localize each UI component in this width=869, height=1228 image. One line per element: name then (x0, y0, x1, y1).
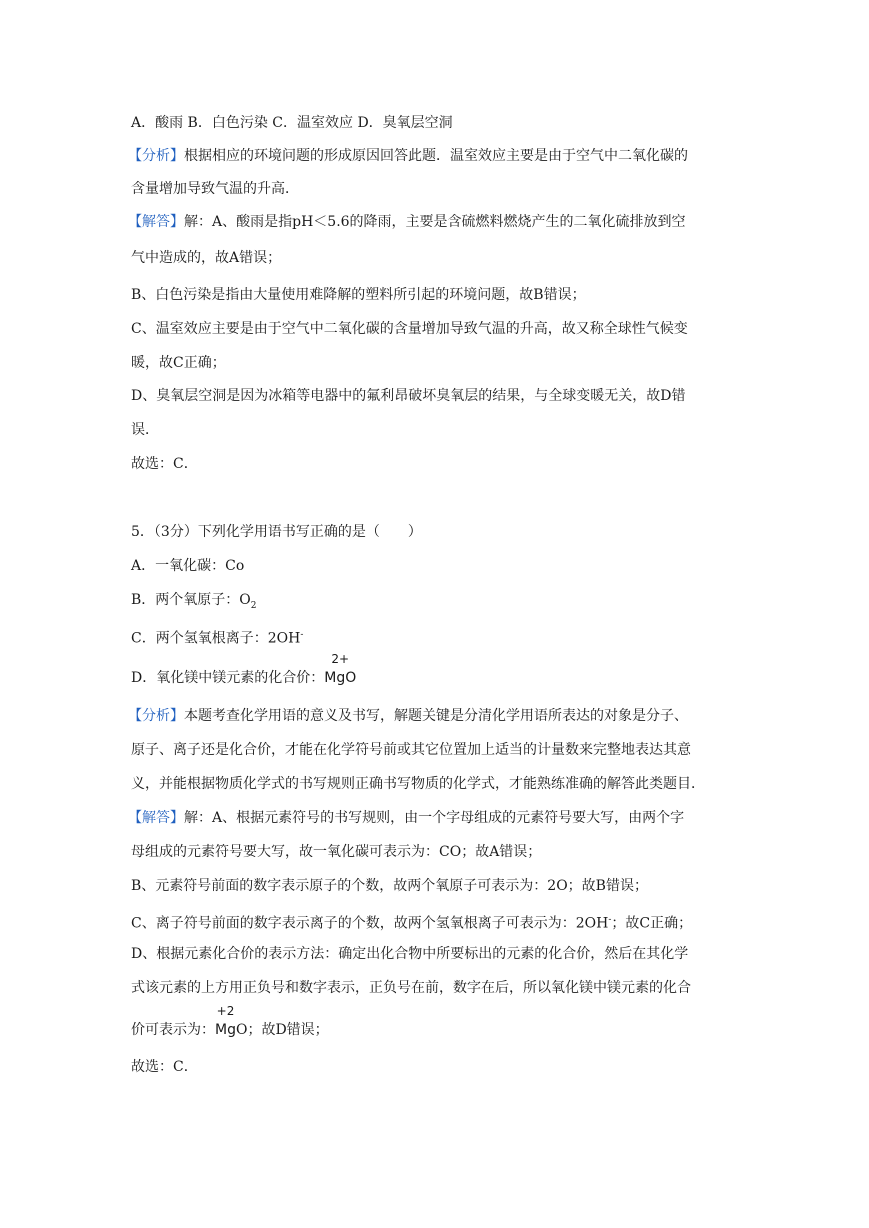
q5-option-b-sub: 2 (250, 600, 257, 611)
q5-option-b-text: B．两个氧原子：O (131, 592, 251, 608)
q4-analysis-line (128, 146, 688, 166)
q4-answer-line-6: D、臭氧层空洞是因为冰箱等电器中的氟利昂破坏臭氧层的结果，与全球变暖无关，故D错 (131, 388, 686, 404)
q4-answer-line-2: 气中造成的，故A错误； (131, 250, 282, 266)
q5-analysis-line-3: 义，并能根据物质化学式的书写规则正确书写物质的化学式，才能熟练准确的解答此类题目． (131, 776, 705, 792)
valence-base: MgO (324, 670, 357, 686)
q5-answer-line-4 (131, 910, 692, 934)
q5-answer-line-7 (131, 1004, 329, 1040)
q5-option-c-text: C．两个氢氧根离子：2OH (131, 630, 301, 647)
q4-answer-line-5: 暖，故C正确； (131, 355, 226, 371)
q4-analysis-text: 根据相应的环境问题的形成原因回答此题．温室效应主要是由于空气中二氧化碳的 (184, 148, 688, 164)
q5-answer-line-4-text: C、离子符号前面的数字表示离子的个数，故两个氢氧根离子可表示为：2OH (131, 915, 609, 932)
q5-answer-line (128, 808, 684, 828)
q5-answer-line-7-tail: O；故D错误； (235, 1022, 329, 1038)
q4-options: A．酸雨 B．白色污染 C．温室效应 D．臭氧层空洞 (131, 115, 453, 131)
valence-top: +2 (216, 1004, 235, 1018)
analysis-tag: 【分析】 (128, 148, 184, 164)
q5-answer-line-2: 母组成的元素符号要大写，故一氧化碳可表示为：CO；故A错误； (131, 844, 542, 860)
q4-choice: 故选：C． (131, 456, 198, 472)
q5-option-d-text: D．氧化镁中镁元素的化合价： (131, 670, 325, 686)
q5-option-c (131, 625, 303, 649)
q5-answer-line-3: B、元素符号前面的数字表示原子的个数，故两个氧原子可表示为：2O；故B错误； (131, 878, 648, 894)
valence-base: Mg (215, 1022, 236, 1038)
q4-answer-line (128, 212, 686, 232)
q4-answer-line-3: B、白色污染是指由大量使用难降解的塑料所引起的环境问题，故B错误； (131, 287, 586, 303)
answer-tag: 【解答】 (128, 214, 184, 230)
q5-answer-line-5: D、根据元素化合价的表示方法：确定出化合物中所要标出的元素的化合价，然后在其化学 (131, 946, 689, 962)
valence-notation (324, 652, 357, 688)
q5-answer-line-4-tail: ；故C正确； (611, 915, 693, 932)
q5-option-a: A．一氧化碳：Co (131, 558, 245, 574)
q5-choice: 故选：C． (131, 1059, 198, 1075)
valence-top: 2+ (331, 652, 350, 666)
q5-answer-text: 解：A、根据元素符号的书写规则，由一个字母组成的元素符号要大写，由两个字 (184, 810, 685, 826)
q5-answer-line-4-sup: - (608, 915, 612, 925)
q5-option-c-sup: - (300, 630, 304, 640)
valence-notation (215, 1004, 236, 1040)
analysis-tag: 【分析】 (128, 708, 184, 724)
q5-analysis-line (128, 706, 688, 726)
q4-answer-text: 解：A、酸雨是指pH＜5.6的降雨，主要是含硫燃料燃烧产生的二氧化硫排放到空 (184, 214, 686, 230)
q4-answer-line-4: C、温室效应主要是由于空气中二氧化碳的含量增加导致气温的升高，故又称全球性气候变 (131, 321, 688, 337)
q5-analysis-text: 本题考查化学用语的意义及书写，解题关键是分清化学用语所表达的对象是分子、 (184, 708, 688, 724)
q5-option-b (131, 590, 257, 616)
answer-tag: 【解答】 (128, 810, 184, 826)
q4-answer-line-7: 误． (131, 422, 159, 438)
q4-analysis-line-2: 含量增加导致气温的升高． (131, 181, 299, 197)
q5-answer-line-7-text: 价可表示为： (131, 1022, 215, 1038)
q5-answer-line-6: 式该元素的上方用正负号和数字表示，正负号在前，数字在后，所以氧化镁中镁元素的化合 (131, 980, 691, 996)
q5-analysis-line-2: 原子、离子还是化合价，才能在化学符号前或其它位置加上适当的计量数来完整地表达其意 (131, 742, 691, 758)
q5-question: 5．（3分）下列化学用语书写正确的是（ ） (131, 524, 422, 540)
q5-option-d (131, 652, 357, 688)
